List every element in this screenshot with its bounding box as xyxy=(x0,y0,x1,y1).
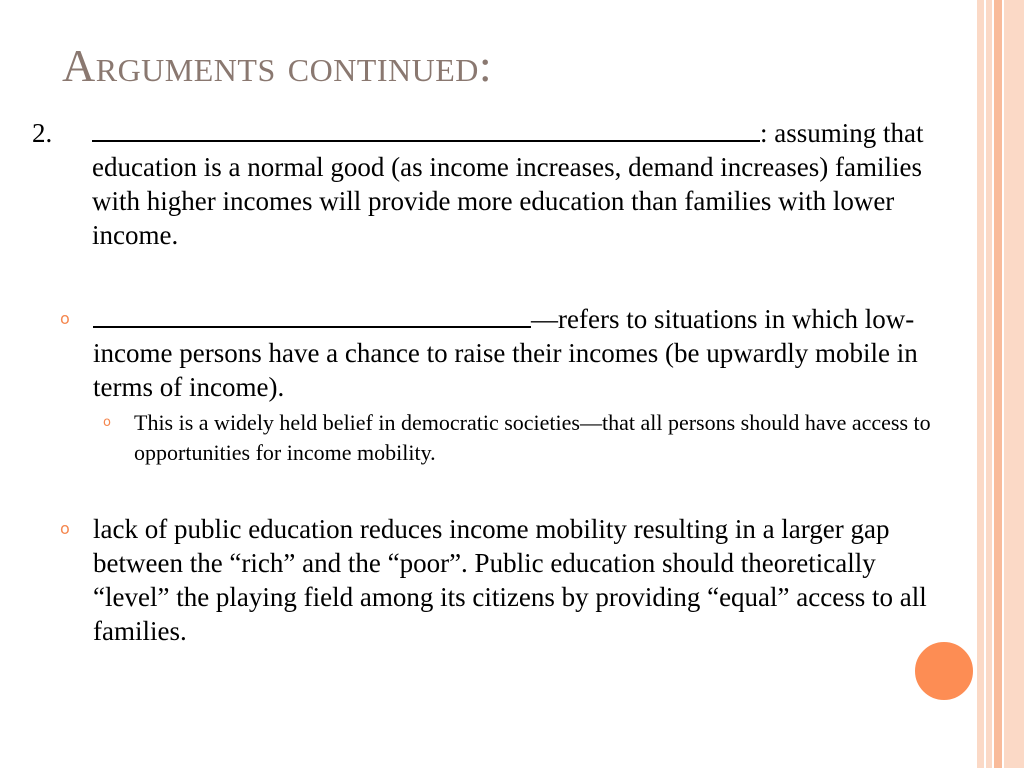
bullet-circle-icon: o xyxy=(60,519,70,538)
sub-bullet-item xyxy=(103,408,944,468)
bullet-circle-icon: o xyxy=(103,415,111,430)
bullet-text: —refers to situations in which low-income persons have a chance to raise their incomes (be upwardly mobile in terms of income). xyxy=(93,304,918,402)
bullet-circle-icon: o xyxy=(60,309,70,328)
numbered-point-2 xyxy=(32,116,972,252)
bullet-item xyxy=(60,302,938,404)
stripe xyxy=(977,0,984,768)
stripe xyxy=(994,0,1002,768)
decorative-stripes xyxy=(977,0,1024,768)
bullet-text: lack of public education reduces income mobility resulting in a larger gap between the “rich” and the “poor”. Public education should theoretically “level” the playing field among its citizens by providing “equal” access to all families. xyxy=(93,514,927,646)
slide-title: Arguments continued: xyxy=(62,40,493,91)
stripe xyxy=(1004,0,1024,768)
point-2-text: : assuming that education is a normal good (as income increases, demand increases) families with higher incomes will provide more education than families with lower income. xyxy=(92,118,924,250)
sub-bullet-text: This is a widely held belief in democratic societies—that all persons should have access to opportunities for income mobility. xyxy=(134,410,931,465)
bullet-item xyxy=(60,512,938,648)
fill-in-blank xyxy=(92,116,760,142)
point-number: 2. xyxy=(32,118,53,148)
stripe xyxy=(986,0,992,768)
accent-circle xyxy=(913,640,975,702)
fill-in-blank xyxy=(93,302,531,328)
